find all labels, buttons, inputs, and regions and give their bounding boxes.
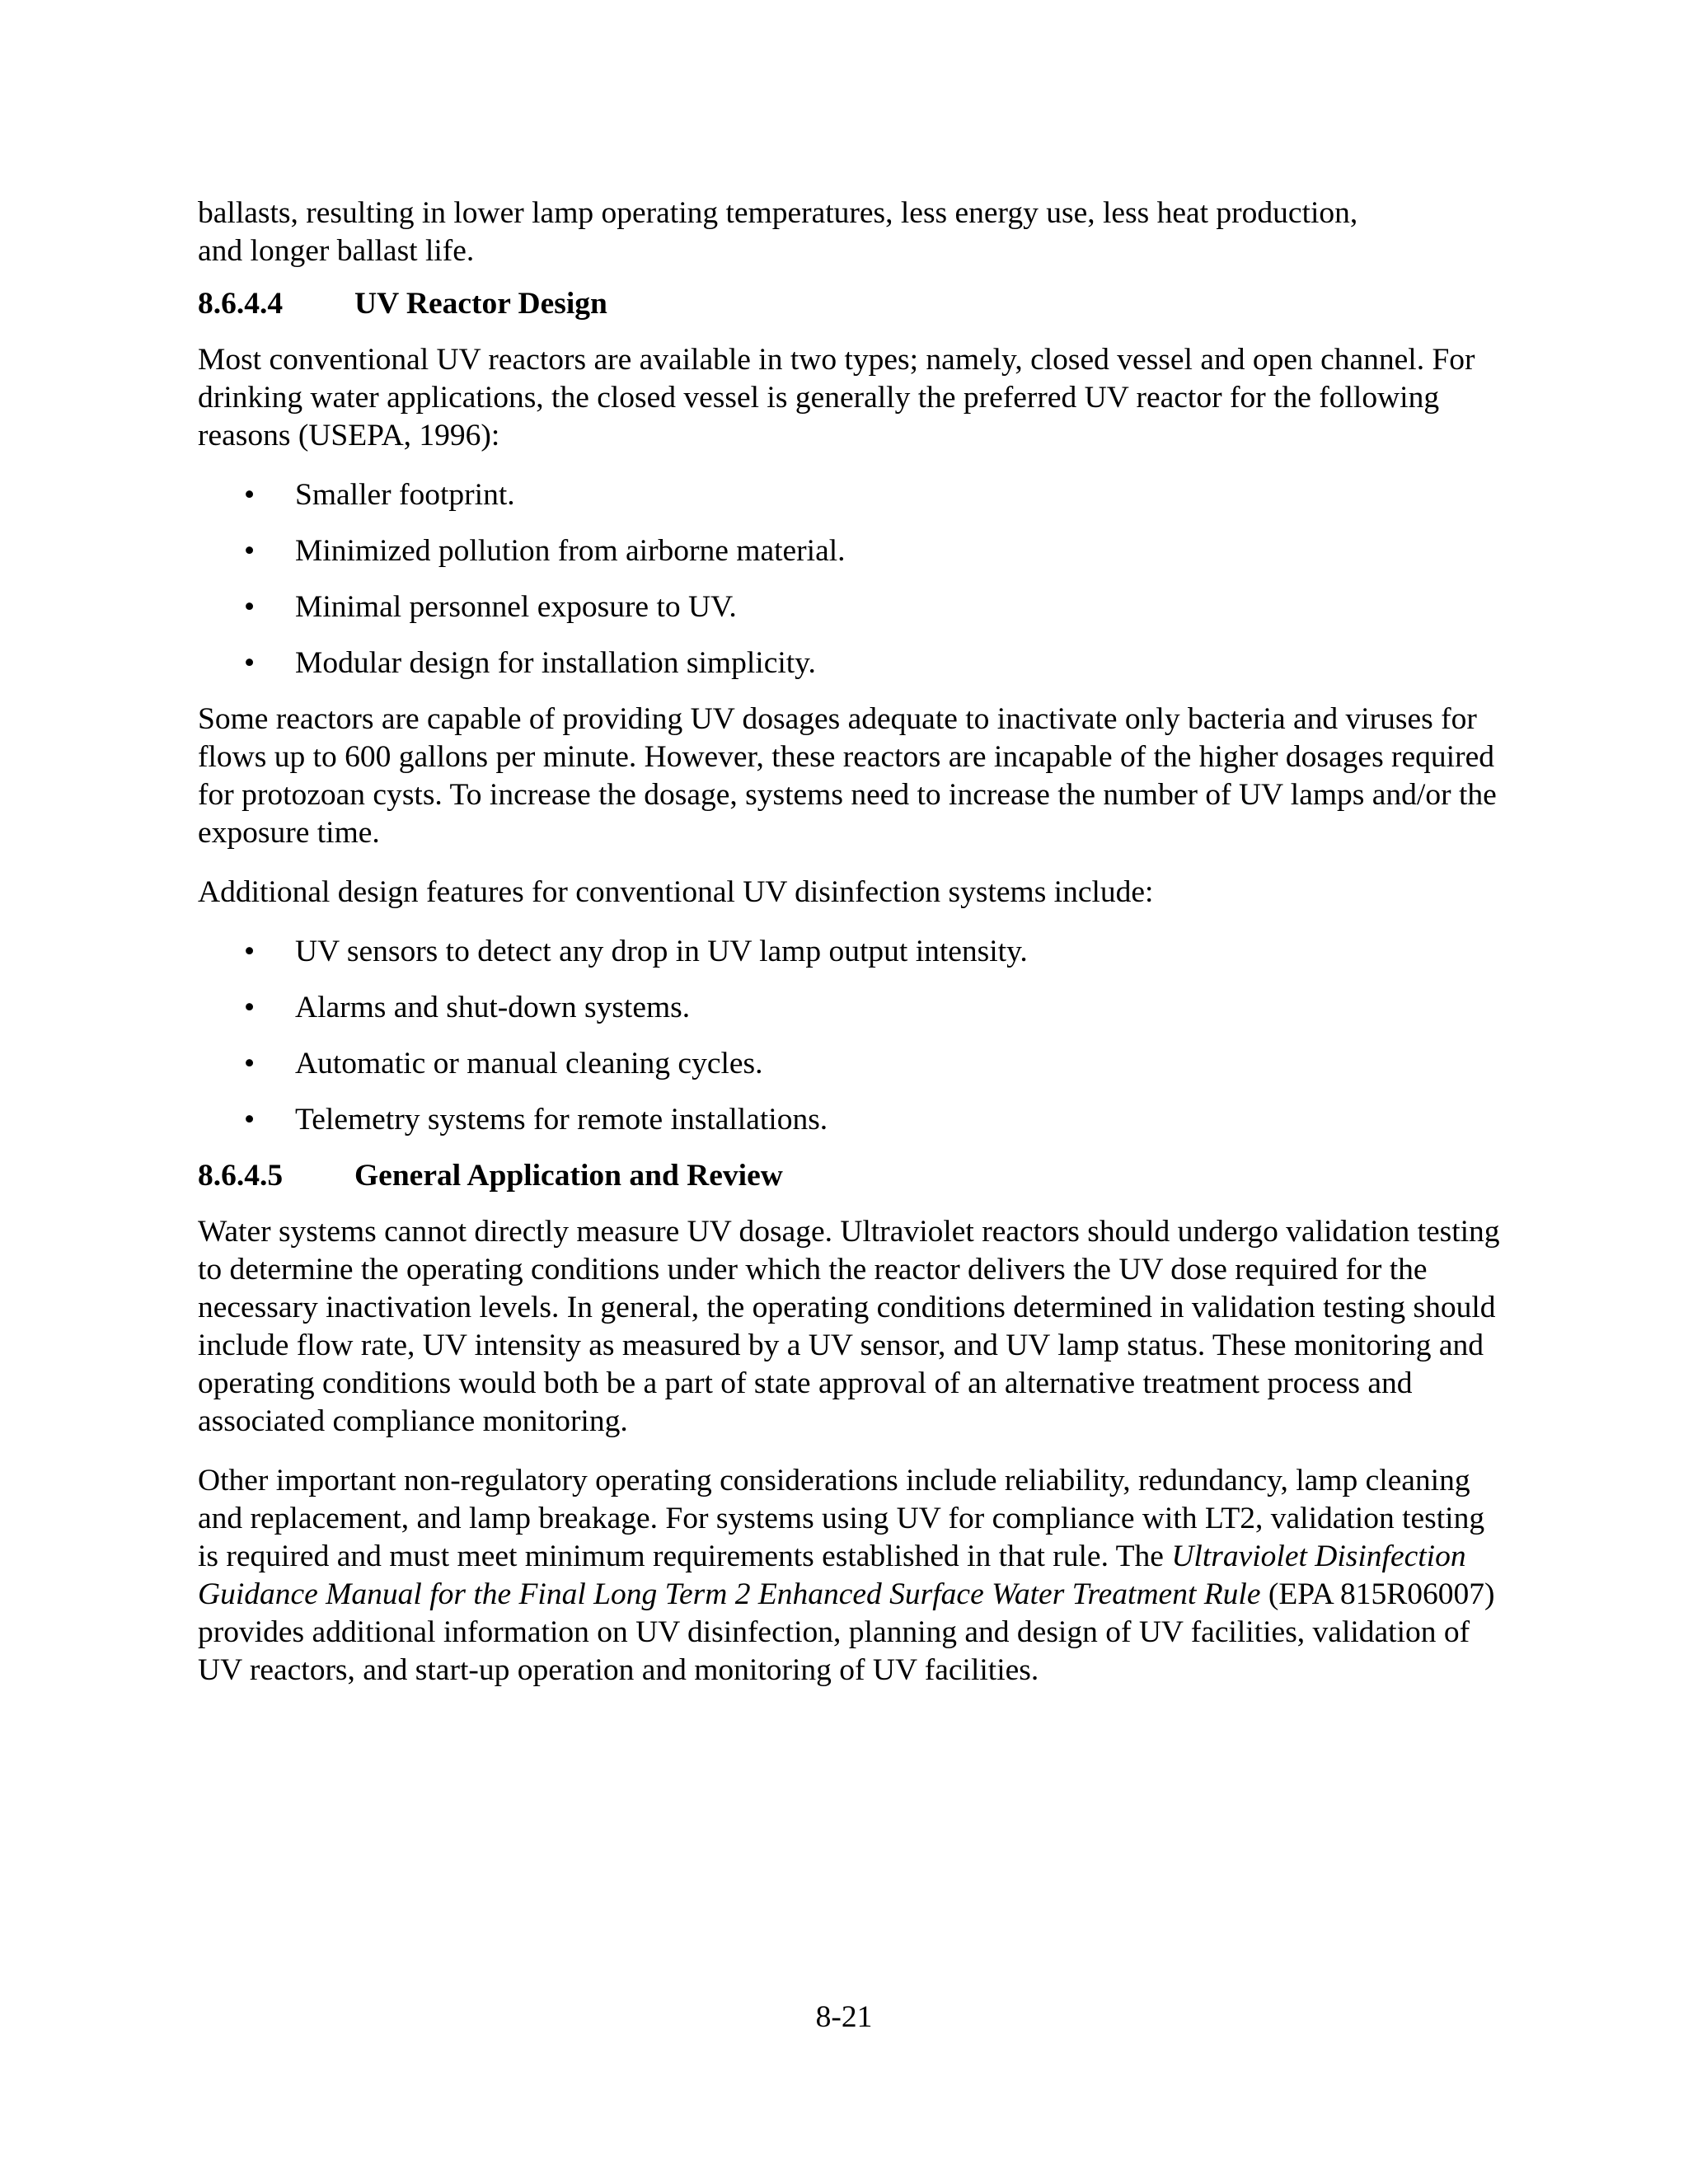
- section-heading-8644: [198, 285, 1500, 323]
- section-title: General Application and Review: [354, 1159, 783, 1193]
- list-item: • Minimal personnel exposure to UV.: [198, 588, 1500, 626]
- list-item: • UV sensors to detect any drop in UV lamp output intensity.: [198, 933, 1500, 971]
- intro-line-2: and longer ballast life.: [198, 234, 475, 268]
- document-body: [198, 194, 1500, 1711]
- section-number: 8.6.4.5: [198, 1159, 284, 1193]
- bullet-icon: •: [244, 935, 256, 968]
- list-item: • Minimized pollution from airborne material.: [198, 532, 1500, 570]
- paragraph-additional-features: Additional design features for conventional UV disinfection systems include:: [198, 875, 1154, 909]
- list-item: • Alarms and shut-down systems.: [198, 989, 1500, 1027]
- list-item: • Modular design for installation simplicity.: [198, 644, 1500, 682]
- bullet-list-reasons: [198, 476, 1500, 682]
- paragraph-dosages: Some reactors are capable of providing UV dosages adequate to inactivate only bacteria and viruses for flows up to 600 gallons per minute. However, these reactors are incapable of the higher dosages required for protozoan cysts. To increase the dosage, systems need to increase the number of UV lamps and/or the exposure time.: [198, 702, 1497, 850]
- bullet-icon: •: [244, 646, 256, 680]
- list-item: • Automatic or manual cleaning cycles.: [198, 1045, 1500, 1083]
- bullet-icon: •: [244, 478, 256, 512]
- paragraph-considerations: Other important non-regulatory operating considerations include reliability, redundancy, lamp cleaning and replacement, and lamp breakage. For systems using UV for compliance with LT2, validation testing is required and must meet minimum requirements established in that rule. The Ultraviolet Disinfection Guidance Manual for the Final Long Term 2 Enhanced Surface Water Treatment Rule (EPA 815R06007) provides additional information on UV disinfection, planning and design of UV facilities, validation of UV reactors, and start-up operation and monitoring of UV facilities.: [198, 1464, 1495, 1687]
- paragraph-validation: Water systems cannot directly measure UV dosage. Ultraviolet reactors should undergo validation testing to determine the operating conditions under which the reactor delivers the UV dose required for the necessary inactivation levels. In general, the operating conditions determined in validation testing should include flow rate, UV intensity as measured by a UV sensor, and UV lamp status. These monitoring and operating conditions would both be a part of state approval of an alternative treatment process and associated compliance monitoring.: [198, 1215, 1500, 1438]
- paragraph-reactor-types: Most conventional UV reactors are available in two types; namely, closed vessel and open channel. For drinking water applications, the closed vessel is generally the preferred UV reactor for the following reasons (USEPA, 1996):: [198, 343, 1475, 452]
- bullet-icon: •: [244, 1103, 256, 1137]
- section-title: UV Reactor Design: [354, 287, 607, 321]
- list-item: • Smaller footprint.: [198, 476, 1500, 514]
- intro-paragraph: [198, 194, 1500, 270]
- bullet-icon: •: [244, 991, 256, 1024]
- list-item: • Telemetry systems for remote installations.: [198, 1101, 1500, 1139]
- section-heading-8645: [198, 1157, 1500, 1195]
- page-number: 8-21: [815, 2000, 873, 2034]
- guidance-manual-title: Ultraviolet Disinfection Guidance Manual for the Final Long Term 2 Enhanced Surface Water Treatment Rule: [198, 1540, 1466, 1611]
- bullet-list-features: [198, 933, 1500, 1139]
- bullet-icon: •: [244, 534, 256, 568]
- intro-line-1: ballasts, resulting in lower lamp operating temperatures, less energy use, less heat production,: [198, 196, 1358, 230]
- bullet-icon: •: [244, 1047, 256, 1080]
- bullet-icon: •: [244, 590, 256, 624]
- section-number: 8.6.4.4: [198, 287, 284, 321]
